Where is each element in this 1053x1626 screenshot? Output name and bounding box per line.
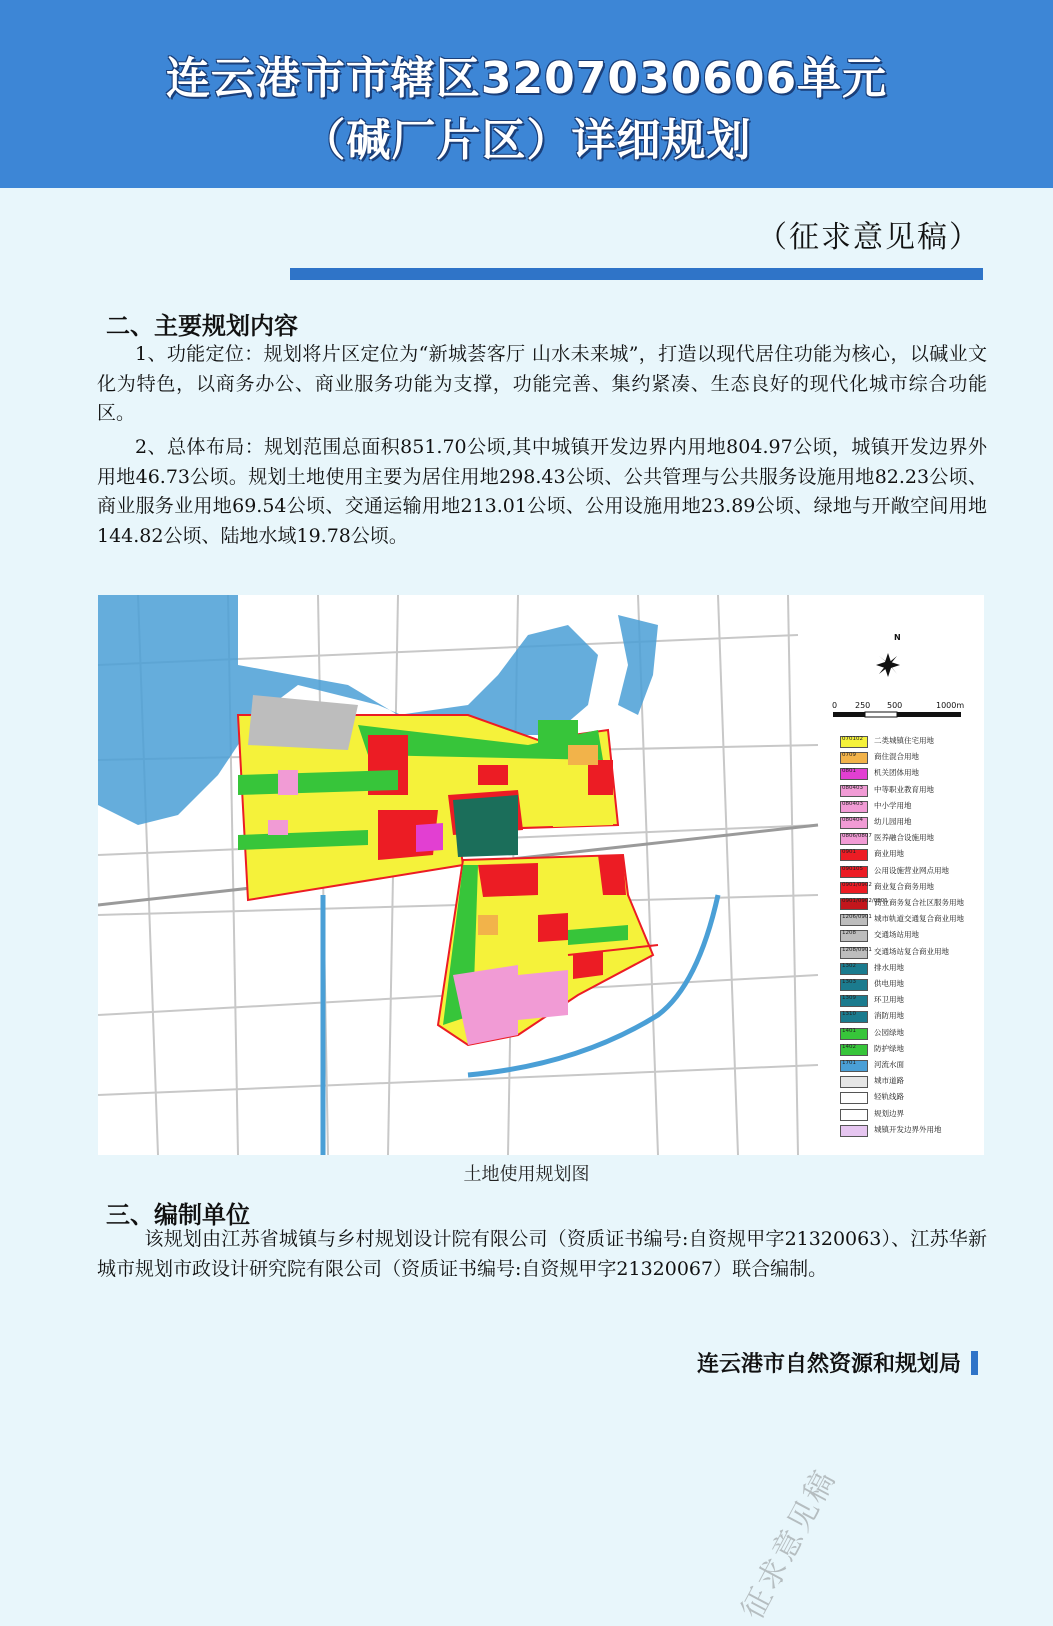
legend-swatch (840, 930, 868, 942)
legend-code: 0801 (842, 768, 856, 775)
legend-item (834, 994, 984, 1007)
legend-item (834, 1124, 984, 1137)
legend-code: 0709 (842, 752, 856, 759)
legend-code: 0806/0807 (842, 833, 872, 840)
legend-item (834, 1010, 984, 1023)
legend-code: 080404 (842, 817, 863, 823)
legend-item (834, 735, 984, 748)
legend-code: 1206/0901 (842, 914, 872, 921)
legend-swatch (840, 1044, 868, 1056)
legend-swatch (840, 833, 872, 845)
legend-swatch (840, 914, 872, 926)
legend-code: 1401 (842, 1027, 856, 1034)
legend-code: 1303 (842, 979, 856, 985)
legend-swatch (840, 1060, 868, 1072)
legend-swatch (840, 963, 868, 975)
legend-label: 城镇开发边界外用地 (874, 1124, 942, 1134)
legend-code: 1208 (842, 930, 856, 937)
legend-item (834, 767, 984, 780)
planning-area (238, 695, 658, 1045)
legend-label: 轻轨线路 (874, 1092, 904, 1102)
legend-item (834, 1027, 984, 1040)
legend-code: 1309 (842, 995, 856, 1002)
legend-label: 医养融合设施用地 (874, 833, 934, 843)
legend-swatch (840, 1028, 868, 1040)
draft-subtitle: （征求意见稿） (757, 220, 981, 255)
section-3-title: 三、编制单位 (106, 1201, 250, 1229)
legend-swatch (840, 898, 888, 910)
footer-accent-bar (971, 1351, 978, 1375)
legend-item (834, 1108, 984, 1121)
legend-label: 机关团体用地 (874, 768, 919, 778)
blue-divider (290, 268, 983, 280)
legend-label: 交通场站复合商业用地 (874, 946, 949, 956)
title-line-1: 连云港市市辖区3207030606单元 (165, 53, 888, 104)
legend-item (834, 816, 984, 829)
legend-label: 供电用地 (874, 979, 904, 988)
legend-item (834, 784, 984, 797)
legend-label: 排水用地 (874, 962, 904, 972)
legend-label: 公用设施营业网点用地 (874, 865, 949, 875)
legend-code: 1701 (842, 1060, 856, 1066)
north-arrow-icon (876, 653, 900, 677)
north-label: N (894, 633, 901, 642)
legend-swatch (840, 946, 872, 959)
legend-swatch (840, 752, 868, 764)
legend-label: 商业用地 (874, 849, 904, 859)
legend-swatch (840, 1011, 868, 1023)
legend-swatch (840, 768, 868, 780)
legend-swatch (840, 817, 868, 829)
legend-label: 幼儿园用地 (874, 817, 912, 826)
legend-item (834, 1059, 984, 1072)
legend-code: 1310 (842, 1011, 856, 1018)
legend-swatch (840, 866, 868, 878)
map-caption: 土地使用规划图 (463, 1164, 590, 1185)
legend-label: 中等职业教育用地 (874, 784, 934, 794)
legend-label: 防护绿地 (874, 1043, 904, 1053)
legend-item (834, 1075, 984, 1088)
legend-label: 城市轨道交通复合商业用地 (874, 914, 964, 924)
legend-label: 商业商务复合社区服务用地 (874, 898, 964, 907)
legend-label: 消防用地 (874, 1011, 904, 1021)
legend-item (834, 751, 984, 764)
legend-item (834, 800, 984, 813)
legend-swatch (840, 1109, 868, 1121)
legend-swatch (840, 849, 868, 861)
scale-1000m: 1000m (936, 701, 965, 710)
section-2-title: 二、主要规划内容 (106, 312, 298, 340)
legend-swatch (840, 1092, 868, 1104)
scale-250: 250 (855, 701, 871, 710)
legend-swatch (840, 785, 868, 797)
legend-item (834, 946, 984, 959)
legend-item (834, 962, 984, 975)
legend-label: 二类城镇住宅用地 (874, 736, 934, 745)
legend-item (834, 913, 984, 926)
legend-swatch (840, 995, 868, 1007)
legend-item (834, 978, 984, 991)
legend-swatch (840, 1076, 868, 1088)
legend-item (834, 1043, 984, 1056)
legend-label: 公园绿地 (874, 1027, 904, 1037)
legend-label: 商业复合商务用地 (874, 881, 934, 891)
legend-swatch (840, 801, 868, 813)
legend-item (834, 865, 984, 878)
legend-swatch (840, 881, 872, 894)
legend-item (834, 1091, 984, 1104)
draft-watermark: 征求意见稿 (735, 1463, 844, 1626)
legend-code: 080403 (842, 784, 863, 791)
legend-code: 0901/0902 (842, 881, 872, 888)
scale-0: 0 (832, 701, 838, 710)
legend-code: 0901 (842, 849, 856, 856)
legend-code: 1208/0901 (842, 946, 872, 953)
legend-label: 河流水面 (874, 1060, 904, 1069)
legend-code: 1402 (842, 1043, 856, 1050)
legend-code: 090105 (842, 865, 863, 872)
legend-label: 环卫用地 (874, 995, 904, 1005)
legend-item (834, 832, 984, 845)
scale-bar (833, 712, 961, 717)
issuing-authority: 连云港市自然资源和规划局 (696, 1352, 961, 1377)
legend-code: 1302 (842, 962, 856, 969)
legend-swatch (840, 1125, 868, 1137)
legend-item (834, 848, 984, 861)
section-2-para-1: 1、功能定位：规划将片区定位为“新城荟客厅 山水未来城”，打造以现代居住功能为核心，以碱业文化为特色，以商务办公、商业服务功能为支撑，功能完善、集约紧凑、生态良好的现代化城市综合功能区。 (97, 343, 987, 424)
legend-code: 0901/0902/0801 (842, 898, 888, 904)
legend-item (834, 897, 984, 910)
section-3-para: 该规划由江苏省城镇与乡村规划设计院有限公司（资质证书编号:自资规甲字21320063）、江苏华新城市规划市政设计研究院有限公司（资质证书编号:自资规甲字21320067）联合编制。 (97, 1228, 987, 1280)
legend-item (834, 881, 984, 894)
legend-code: 080403 (842, 800, 863, 807)
legend-label: 规划边界 (874, 1108, 904, 1118)
legend-item (834, 929, 984, 942)
header-banner (0, 0, 1053, 188)
legend-label: 商住混合用地 (874, 752, 919, 762)
section-2-para-2: 2、总体布局：规划范围总面积851.70公顷,其中城镇开发边界内用地804.97公顷，城镇开发边界外用地46.73公顷。规划土地使用主要为居住用地298.43公顷、公共管理与公共服务设施用地82.23公顷、商业服务业用地69.54公顷、交通运输用地213.01公顷、公用设施用地23.89公顷、绿地与开敞空间用地144.82公顷、陆地水域19.78公顷。 (97, 436, 987, 547)
legend-label: 城市道路 (874, 1076, 904, 1086)
legend-label: 交通场站用地 (874, 930, 919, 940)
title-line-2: （碱厂片区）详细规划 (301, 115, 752, 166)
legend-swatch (840, 736, 868, 748)
legend-swatch (840, 979, 868, 991)
legend-label: 中小学用地 (874, 800, 912, 810)
legend-code: 070102 (842, 736, 863, 742)
canal-water (618, 615, 658, 715)
scale-500: 500 (887, 701, 903, 710)
